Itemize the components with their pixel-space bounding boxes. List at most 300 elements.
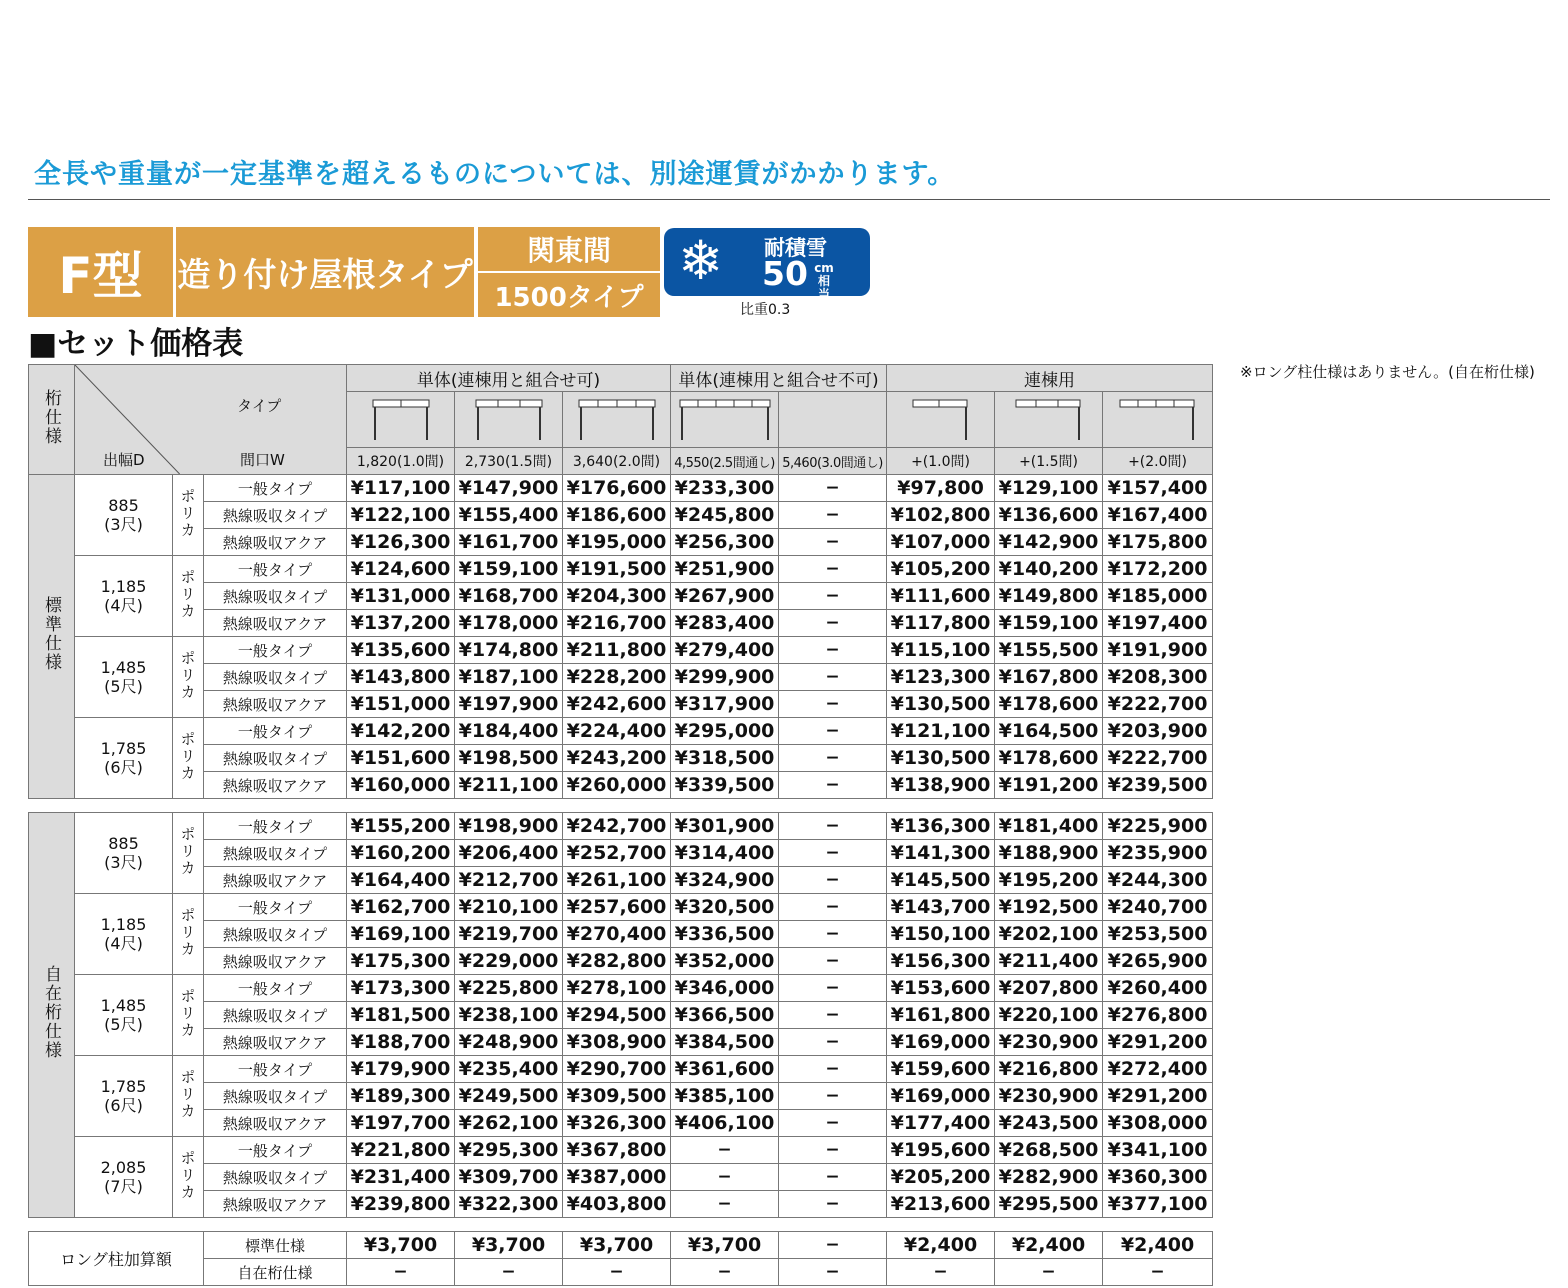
- spec-label: 自在桁仕様: [29, 813, 75, 1218]
- structure-3-0-cell: [779, 392, 887, 448]
- price-cell: ¥202,100: [995, 921, 1103, 948]
- price-cell: ¥262,100: [455, 1110, 563, 1137]
- price-cell: ¥309,500: [563, 1083, 671, 1110]
- type-label: 熱線吸収タイプ: [204, 840, 347, 867]
- table-row: [29, 1164, 1213, 1191]
- table-row: [29, 583, 1213, 610]
- price-cell: ¥384,500: [671, 1029, 779, 1056]
- price-cell: ¥175,800: [1103, 529, 1213, 556]
- type-label: 一般タイプ: [204, 475, 347, 502]
- price-cell: ¥205,200: [887, 1164, 995, 1191]
- price-cell: ¥198,900: [455, 813, 563, 840]
- price-cell: ¥252,700: [563, 840, 671, 867]
- price-cell: ¥164,400: [347, 867, 455, 894]
- table-row: [29, 772, 1213, 799]
- price-cell: −: [995, 1259, 1103, 1286]
- snow-badge-value: 50: [762, 254, 808, 293]
- material-label: ポリカ: [173, 813, 204, 894]
- table-row: [29, 921, 1213, 948]
- price-cell: ¥257,600: [563, 894, 671, 921]
- price-cell: ¥366,500: [671, 1002, 779, 1029]
- price-cell: ¥156,300: [887, 948, 995, 975]
- price-cell: ¥181,500: [347, 1002, 455, 1029]
- price-cell: ¥346,000: [671, 975, 779, 1002]
- model-title: 造り付け屋根タイプ: [176, 227, 474, 317]
- section-gap: [29, 1218, 1213, 1232]
- price-cell: ¥245,800: [671, 502, 779, 529]
- price-cell: −: [779, 1002, 887, 1029]
- snow-badge-unit: cm 相当: [814, 261, 834, 301]
- price-cell: ¥295,300: [455, 1137, 563, 1164]
- price-cell: ¥3,700: [563, 1232, 671, 1259]
- price-cell: ¥235,900: [1103, 840, 1213, 867]
- price-cell: ¥213,600: [887, 1191, 995, 1218]
- price-cell: ¥219,700: [455, 921, 563, 948]
- price-cell: ¥140,200: [995, 556, 1103, 583]
- snowflake-icon: ❄: [678, 229, 724, 292]
- price-cell: ¥143,700: [887, 894, 995, 921]
- price-cell: ¥167,400: [1103, 502, 1213, 529]
- price-cell: −: [779, 894, 887, 921]
- price-cell: −: [887, 1259, 995, 1286]
- price-cell: ¥191,900: [1103, 637, 1213, 664]
- price-cell: −: [671, 1259, 779, 1286]
- price-cell: ¥212,700: [455, 867, 563, 894]
- price-cell: ¥230,900: [995, 1083, 1103, 1110]
- material-label: ポリカ: [173, 637, 204, 718]
- material-label: ポリカ: [173, 475, 204, 556]
- price-cell: ¥130,500: [887, 691, 995, 718]
- price-cell: ¥206,400: [455, 840, 563, 867]
- price-cell: ¥159,100: [995, 610, 1103, 637]
- material-label: ポリカ: [173, 718, 204, 799]
- price-cell: ¥220,100: [995, 1002, 1103, 1029]
- price-cell: ¥318,500: [671, 745, 779, 772]
- price-cell: ¥179,900: [347, 1056, 455, 1083]
- depth-label: 885 (3尺): [75, 475, 173, 556]
- price-cell: −: [671, 1191, 779, 1218]
- price-cell: ¥175,300: [347, 948, 455, 975]
- type-label: 一般タイプ: [204, 975, 347, 1002]
- price-cell: ¥186,600: [563, 502, 671, 529]
- price-cell: ¥185,000: [1103, 583, 1213, 610]
- material-label: ポリカ: [173, 894, 204, 975]
- price-cell: ¥178,000: [455, 610, 563, 637]
- type-label: 熱線吸収アクア: [204, 867, 347, 894]
- price-cell: ¥283,400: [671, 610, 779, 637]
- price-cell: ¥385,100: [671, 1083, 779, 1110]
- table-row: [29, 691, 1213, 718]
- table-row: [29, 1110, 1213, 1137]
- price-cell: ¥195,200: [995, 867, 1103, 894]
- price-cell: ¥322,300: [455, 1191, 563, 1218]
- table-row: [29, 610, 1213, 637]
- price-cell: ¥230,900: [995, 1029, 1103, 1056]
- price-cell: ¥211,100: [455, 772, 563, 799]
- corner-header: タイプ 出幅D 間口W: [75, 365, 347, 475]
- price-cell: ¥181,400: [995, 813, 1103, 840]
- price-cell: ¥211,400: [995, 948, 1103, 975]
- addon-1-5-icon: [995, 392, 1103, 448]
- price-table: [28, 364, 1213, 1286]
- price-cell: ¥188,700: [347, 1029, 455, 1056]
- price-cell: ¥301,900: [671, 813, 779, 840]
- price-cell: ¥317,900: [671, 691, 779, 718]
- price-cell: ¥145,500: [887, 867, 995, 894]
- price-cell: −: [779, 921, 887, 948]
- column-header: +(1.5間): [995, 448, 1103, 475]
- price-cell: ¥161,800: [887, 1002, 995, 1029]
- table-row: [29, 1259, 1213, 1286]
- price-cell: −: [779, 637, 887, 664]
- price-cell: ¥268,500: [995, 1137, 1103, 1164]
- price-cell: −: [779, 502, 887, 529]
- price-cell: ¥240,700: [1103, 894, 1213, 921]
- price-cell: ¥361,600: [671, 1056, 779, 1083]
- table-row: [29, 664, 1213, 691]
- type-label: 熱線吸収タイプ: [204, 1083, 347, 1110]
- price-cell: ¥162,700: [347, 894, 455, 921]
- price-cell: −: [779, 1056, 887, 1083]
- shipping-notice: 全長や重量が一定基準を超えるものについては、別途運賃がかかります。: [34, 159, 956, 190]
- price-cell: ¥238,100: [455, 1002, 563, 1029]
- price-cell: ¥294,500: [563, 1002, 671, 1029]
- price-cell: −: [779, 1083, 887, 1110]
- price-cell: ¥138,900: [887, 772, 995, 799]
- price-cell: −: [779, 1191, 887, 1218]
- price-cell: ¥260,400: [1103, 975, 1213, 1002]
- price-cell: ¥324,900: [671, 867, 779, 894]
- price-cell: ¥197,900: [455, 691, 563, 718]
- price-cell: ¥155,200: [347, 813, 455, 840]
- price-cell: ¥377,100: [1103, 1191, 1213, 1218]
- type-label: 一般タイプ: [204, 1056, 347, 1083]
- price-cell: ¥216,700: [563, 610, 671, 637]
- price-cell: −: [779, 529, 887, 556]
- type-label: 一般タイプ: [204, 1137, 347, 1164]
- type-label: 一般タイプ: [204, 556, 347, 583]
- price-cell: ¥270,400: [563, 921, 671, 948]
- table-row: [29, 813, 1213, 840]
- snow-badge-title: 耐積雪: [764, 236, 827, 260]
- long-post-spec: 自在桁仕様: [204, 1259, 347, 1286]
- price-cell: ¥3,700: [671, 1232, 779, 1259]
- price-cell: ¥131,000: [347, 583, 455, 610]
- price-cell: ¥235,400: [455, 1056, 563, 1083]
- table-row: [29, 1137, 1213, 1164]
- price-cell: −: [779, 691, 887, 718]
- price-cell: −: [779, 1232, 887, 1259]
- price-cell: ¥253,500: [1103, 921, 1213, 948]
- footnote: ※ロング柱仕様はありません。(自在桁仕様): [1240, 363, 1535, 381]
- price-cell: −: [779, 1029, 887, 1056]
- table-row: [29, 502, 1213, 529]
- price-cell: ¥260,000: [563, 772, 671, 799]
- price-cell: ¥197,400: [1103, 610, 1213, 637]
- price-cell: ¥208,300: [1103, 664, 1213, 691]
- price-cell: −: [779, 664, 887, 691]
- price-cell: ¥142,200: [347, 718, 455, 745]
- price-cell: ¥198,500: [455, 745, 563, 772]
- price-cell: ¥178,600: [995, 745, 1103, 772]
- price-cell: ¥191,500: [563, 556, 671, 583]
- price-cell: ¥228,200: [563, 664, 671, 691]
- price-cell: ¥123,300: [887, 664, 995, 691]
- price-cell: ¥187,100: [455, 664, 563, 691]
- price-cell: ¥261,100: [563, 867, 671, 894]
- price-cell: ¥155,400: [455, 502, 563, 529]
- price-cell: ¥282,800: [563, 948, 671, 975]
- price-cell: ¥151,600: [347, 745, 455, 772]
- spec-label: 標準仕様: [29, 475, 75, 799]
- table-row: [29, 1029, 1213, 1056]
- structure-2-0-icon: [563, 392, 671, 448]
- price-cell: ¥169,000: [887, 1083, 995, 1110]
- table-row: [29, 948, 1213, 975]
- price-cell: ¥178,600: [995, 691, 1103, 718]
- price-cell: ¥239,800: [347, 1191, 455, 1218]
- price-cell: ¥2,400: [1103, 1232, 1213, 1259]
- price-cell: ¥172,200: [1103, 556, 1213, 583]
- price-cell: ¥387,000: [563, 1164, 671, 1191]
- group-header: 単体(連棟用と組合せ可): [347, 365, 671, 392]
- price-cell: ¥231,400: [347, 1164, 455, 1191]
- table-row: [29, 529, 1213, 556]
- material-label: ポリカ: [173, 1137, 204, 1218]
- table-row: [29, 475, 1213, 502]
- price-cell: ¥216,800: [995, 1056, 1103, 1083]
- price-cell: −: [1103, 1259, 1213, 1286]
- price-cell: −: [671, 1164, 779, 1191]
- price-cell: ¥207,800: [995, 975, 1103, 1002]
- table-row: [29, 718, 1213, 745]
- depth-label: 2,085 (7尺): [75, 1137, 173, 1218]
- price-cell: −: [347, 1259, 455, 1286]
- price-cell: −: [779, 1164, 887, 1191]
- price-cell: ¥222,700: [1103, 745, 1213, 772]
- material-label: ポリカ: [173, 975, 204, 1056]
- price-cell: ¥320,500: [671, 894, 779, 921]
- table-row: [29, 1083, 1213, 1110]
- type-label: 熱線吸収アクア: [204, 772, 347, 799]
- price-cell: ¥403,800: [563, 1191, 671, 1218]
- price-cell: ¥251,900: [671, 556, 779, 583]
- price-cell: −: [779, 610, 887, 637]
- price-cell: ¥314,400: [671, 840, 779, 867]
- depth-label: 1,785 (6尺): [75, 718, 173, 799]
- column-header: 1,820(1.0間): [347, 448, 455, 475]
- depth-label: 1,785 (6尺): [75, 1056, 173, 1137]
- price-cell: ¥367,800: [563, 1137, 671, 1164]
- price-cell: ¥204,300: [563, 583, 671, 610]
- section-title: ■セット価格表: [28, 326, 244, 362]
- depth-label: 1,485 (5尺): [75, 637, 173, 718]
- type-label: 一般タイプ: [204, 637, 347, 664]
- table-row: [29, 867, 1213, 894]
- price-cell: ¥142,900: [995, 529, 1103, 556]
- price-cell: ¥295,000: [671, 718, 779, 745]
- price-cell: ¥189,300: [347, 1083, 455, 1110]
- structure-1-0-icon: [347, 392, 455, 448]
- price-cell: ¥126,300: [347, 529, 455, 556]
- price-cell: ¥197,700: [347, 1110, 455, 1137]
- price-cell: −: [779, 975, 887, 1002]
- price-cell: ¥107,000: [887, 529, 995, 556]
- price-cell: ¥221,800: [347, 1137, 455, 1164]
- price-cell: −: [779, 475, 887, 502]
- price-cell: ¥336,500: [671, 921, 779, 948]
- price-cell: ¥169,100: [347, 921, 455, 948]
- price-cell: −: [779, 840, 887, 867]
- type-label: 熱線吸収アクア: [204, 1191, 347, 1218]
- price-cell: ¥177,400: [887, 1110, 995, 1137]
- material-label: ポリカ: [173, 1056, 204, 1137]
- price-cell: ¥326,300: [563, 1110, 671, 1137]
- structure-2-5-icon: [671, 392, 779, 448]
- price-cell: −: [779, 948, 887, 975]
- price-cell: ¥295,500: [995, 1191, 1103, 1218]
- structure-1-5-icon: [455, 392, 563, 448]
- price-cell: ¥229,000: [455, 948, 563, 975]
- long-post-label: ロング柱加算額: [29, 1232, 204, 1286]
- price-cell: ¥224,400: [563, 718, 671, 745]
- price-cell: ¥117,800: [887, 610, 995, 637]
- price-cell: ¥225,800: [455, 975, 563, 1002]
- price-cell: ¥130,500: [887, 745, 995, 772]
- depth-label: 1,185 (4尺): [75, 894, 173, 975]
- price-cell: ¥225,900: [1103, 813, 1213, 840]
- column-header: 4,550(2.5間通し): [671, 448, 779, 475]
- price-cell: ¥276,800: [1103, 1002, 1213, 1029]
- price-cell: ¥192,500: [995, 894, 1103, 921]
- column-header: 3,640(2.0間): [563, 448, 671, 475]
- type-label: 熱線吸収アクア: [204, 691, 347, 718]
- price-cell: ¥282,900: [995, 1164, 1103, 1191]
- column-header: +(2.0間): [1103, 448, 1213, 475]
- type-label: 熱線吸収アクア: [204, 610, 347, 637]
- price-cell: −: [779, 583, 887, 610]
- material-label: ポリカ: [173, 556, 204, 637]
- group-header: 単体(連棟用と組合せ不可): [671, 365, 887, 392]
- price-cell: ¥174,800: [455, 637, 563, 664]
- type-label: 一般タイプ: [204, 813, 347, 840]
- price-cell: ¥157,400: [1103, 475, 1213, 502]
- price-cell: −: [779, 745, 887, 772]
- subtype-label: 1500タイプ: [478, 273, 660, 317]
- price-cell: −: [779, 813, 887, 840]
- price-cell: ¥249,500: [455, 1083, 563, 1110]
- price-cell: ¥195,000: [563, 529, 671, 556]
- table-row: [29, 1232, 1213, 1259]
- type-label: 熱線吸収タイプ: [204, 921, 347, 948]
- price-cell: ¥159,600: [887, 1056, 995, 1083]
- type-label: 熱線吸収タイプ: [204, 745, 347, 772]
- depth-label: 1,485 (5尺): [75, 975, 173, 1056]
- type-label: 熱線吸収タイプ: [204, 583, 347, 610]
- price-cell: ¥161,700: [455, 529, 563, 556]
- price-cell: ¥291,200: [1103, 1083, 1213, 1110]
- price-cell: ¥169,000: [887, 1029, 995, 1056]
- column-header: 5,460(3.0間通し): [779, 448, 887, 475]
- price-cell: ¥265,900: [1103, 948, 1213, 975]
- table-row: [29, 745, 1213, 772]
- price-cell: ¥239,500: [1103, 772, 1213, 799]
- table-row: [29, 556, 1213, 583]
- price-cell: ¥244,300: [1103, 867, 1213, 894]
- price-cell: ¥2,400: [887, 1232, 995, 1259]
- price-cell: ¥188,900: [995, 840, 1103, 867]
- price-cell: ¥136,300: [887, 813, 995, 840]
- price-cell: ¥159,100: [455, 556, 563, 583]
- type-label: 一般タイプ: [204, 894, 347, 921]
- price-cell: −: [779, 718, 887, 745]
- price-cell: ¥360,300: [1103, 1164, 1213, 1191]
- price-cell: ¥150,100: [887, 921, 995, 948]
- price-cell: ¥167,800: [995, 664, 1103, 691]
- price-cell: ¥341,100: [1103, 1137, 1213, 1164]
- type-label: 熱線吸収タイプ: [204, 664, 347, 691]
- price-cell: ¥210,100: [455, 894, 563, 921]
- section-gap: [29, 799, 1213, 813]
- price-cell: ¥242,700: [563, 813, 671, 840]
- price-cell: ¥184,400: [455, 718, 563, 745]
- price-cell: ¥248,900: [455, 1029, 563, 1056]
- price-cell: ¥155,500: [995, 637, 1103, 664]
- spec-header: 桁仕様: [29, 365, 75, 475]
- snow-badge-note: 比重0.3: [740, 302, 791, 318]
- type-label: 熱線吸収タイプ: [204, 502, 347, 529]
- type-label: 熱線吸収アクア: [204, 1110, 347, 1137]
- price-table-body: [29, 475, 1213, 1286]
- price-cell: ¥339,500: [671, 772, 779, 799]
- price-cell: ¥136,600: [995, 502, 1103, 529]
- price-cell: ¥129,100: [995, 475, 1103, 502]
- table-row: [29, 840, 1213, 867]
- table-row: [29, 1002, 1213, 1029]
- price-cell: ¥308,900: [563, 1029, 671, 1056]
- price-cell: ¥121,100: [887, 718, 995, 745]
- price-cell: ¥160,200: [347, 840, 455, 867]
- price-cell: ¥279,400: [671, 637, 779, 664]
- type-label: 熱線吸収タイプ: [204, 1164, 347, 1191]
- price-cell: ¥102,800: [887, 502, 995, 529]
- table-row: [29, 1191, 1213, 1218]
- price-cell: ¥168,700: [455, 583, 563, 610]
- price-cell: ¥105,200: [887, 556, 995, 583]
- price-cell: ¥3,700: [455, 1232, 563, 1259]
- price-cell: ¥151,000: [347, 691, 455, 718]
- price-cell: ¥191,200: [995, 772, 1103, 799]
- price-cell: ¥149,800: [995, 583, 1103, 610]
- divider: [28, 199, 1550, 200]
- price-cell: −: [779, 1110, 887, 1137]
- model-label: F型: [28, 227, 173, 317]
- price-cell: ¥272,400: [1103, 1056, 1213, 1083]
- price-cell: ¥173,300: [347, 975, 455, 1002]
- price-cell: −: [671, 1137, 779, 1164]
- price-cell: ¥137,200: [347, 610, 455, 637]
- price-cell: −: [779, 867, 887, 894]
- snow-load-badge: [664, 228, 870, 301]
- price-cell: ¥153,600: [887, 975, 995, 1002]
- region-label: 関東間: [478, 227, 660, 271]
- price-cell: ¥352,000: [671, 948, 779, 975]
- price-cell: ¥143,800: [347, 664, 455, 691]
- price-cell: −: [779, 556, 887, 583]
- price-cell: ¥160,000: [347, 772, 455, 799]
- price-cell: ¥406,100: [671, 1110, 779, 1137]
- price-cell: −: [779, 1137, 887, 1164]
